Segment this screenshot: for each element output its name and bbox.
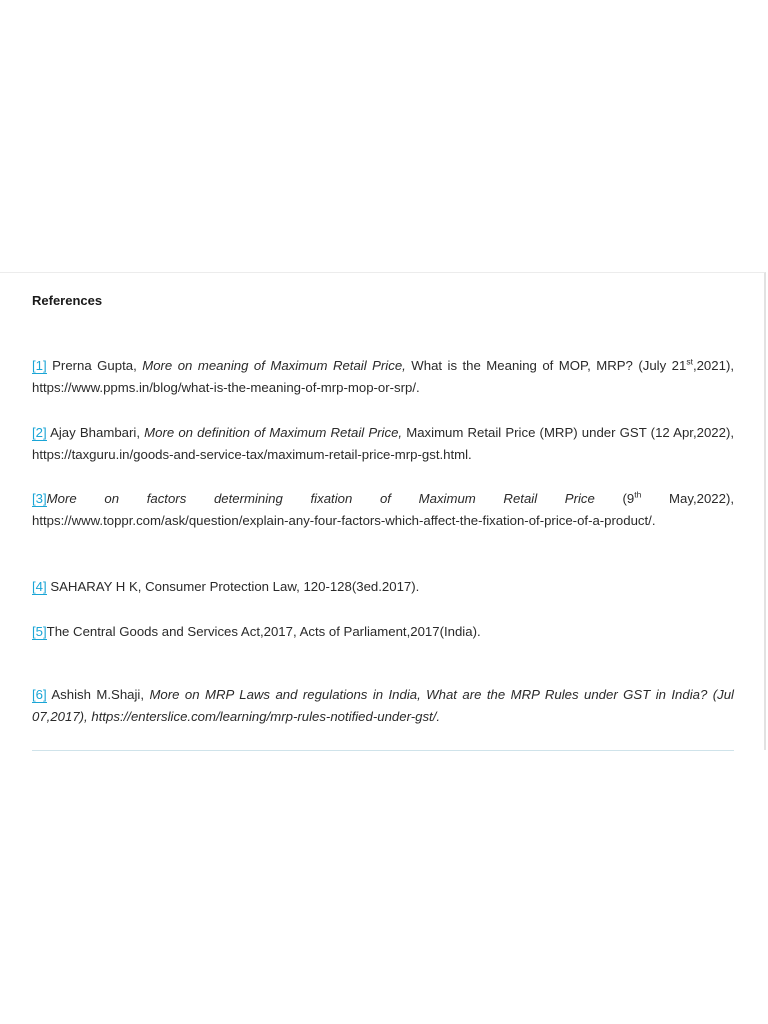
- reference-text: (9: [594, 491, 635, 506]
- reference-italic-title: More on factors determining fixation of Maximum Retail Price: [46, 491, 595, 506]
- reference-number-link[interactable]: [3]: [32, 491, 47, 506]
- references-heading: References: [32, 293, 103, 308]
- reference-italic-title: More on definition of Maximum Retail Price,: [144, 425, 403, 440]
- reference-number-link[interactable]: [1]: [32, 358, 47, 373]
- reference-text: SAHARAY H K, Consumer Protection Law, 120-128(3ed.2017).: [46, 579, 420, 594]
- reference-text: Maximum Retail Price (MRP) under GST (12 Apr,2022), https://taxguru.in/goods-and-service-tax/maximum-retail-price-mrp-gst.html.: [32, 425, 734, 462]
- reference-item: [32, 355, 734, 399]
- reference-item: [32, 488, 734, 532]
- reference-number-link[interactable]: [6]: [32, 687, 47, 702]
- reference-italic-title: More on meaning of Maximum Retail Price,: [142, 358, 406, 373]
- reference-item: [32, 621, 734, 643]
- reference-item: [32, 576, 734, 598]
- reference-text: The Central Goods and Services Act,2017, Acts of Parliament,2017(India).: [46, 624, 481, 639]
- reference-item: [32, 422, 734, 466]
- reference-superscript: th: [634, 489, 642, 500]
- reference-text: What is the Meaning of MOP, MRP? (July 21: [405, 358, 687, 373]
- reference-author: Ashish M.Shaji,: [46, 687, 150, 702]
- reference-number-link[interactable]: [4]: [32, 579, 47, 594]
- reference-text: May,2022), https://www.toppr.com/ask/question/explain-any-four-factors-which-affect-the-fixation-of-price-of-a-product/.: [32, 491, 734, 528]
- section-divider: [32, 750, 734, 751]
- reference-number-link[interactable]: [5]: [32, 624, 47, 639]
- reference-author: Prerna Gupta,: [46, 358, 143, 373]
- reference-author: Ajay Bhambari,: [46, 425, 145, 440]
- reference-item: [32, 684, 734, 728]
- reference-number-link[interactable]: [2]: [32, 425, 47, 440]
- reference-superscript: st: [686, 356, 693, 367]
- reference-text: ,2021), https://www.ppms.in/blog/what-is-the-meaning-of-mrp-mop-or-srp/.: [32, 358, 734, 395]
- reference-italic-title: More on MRP Laws and regulations in India, What are the MRP Rules under GST in India? (Jul 07,2017), https://enterslice.com/learning/mrp-rules-notified-under-gst/.: [32, 687, 734, 724]
